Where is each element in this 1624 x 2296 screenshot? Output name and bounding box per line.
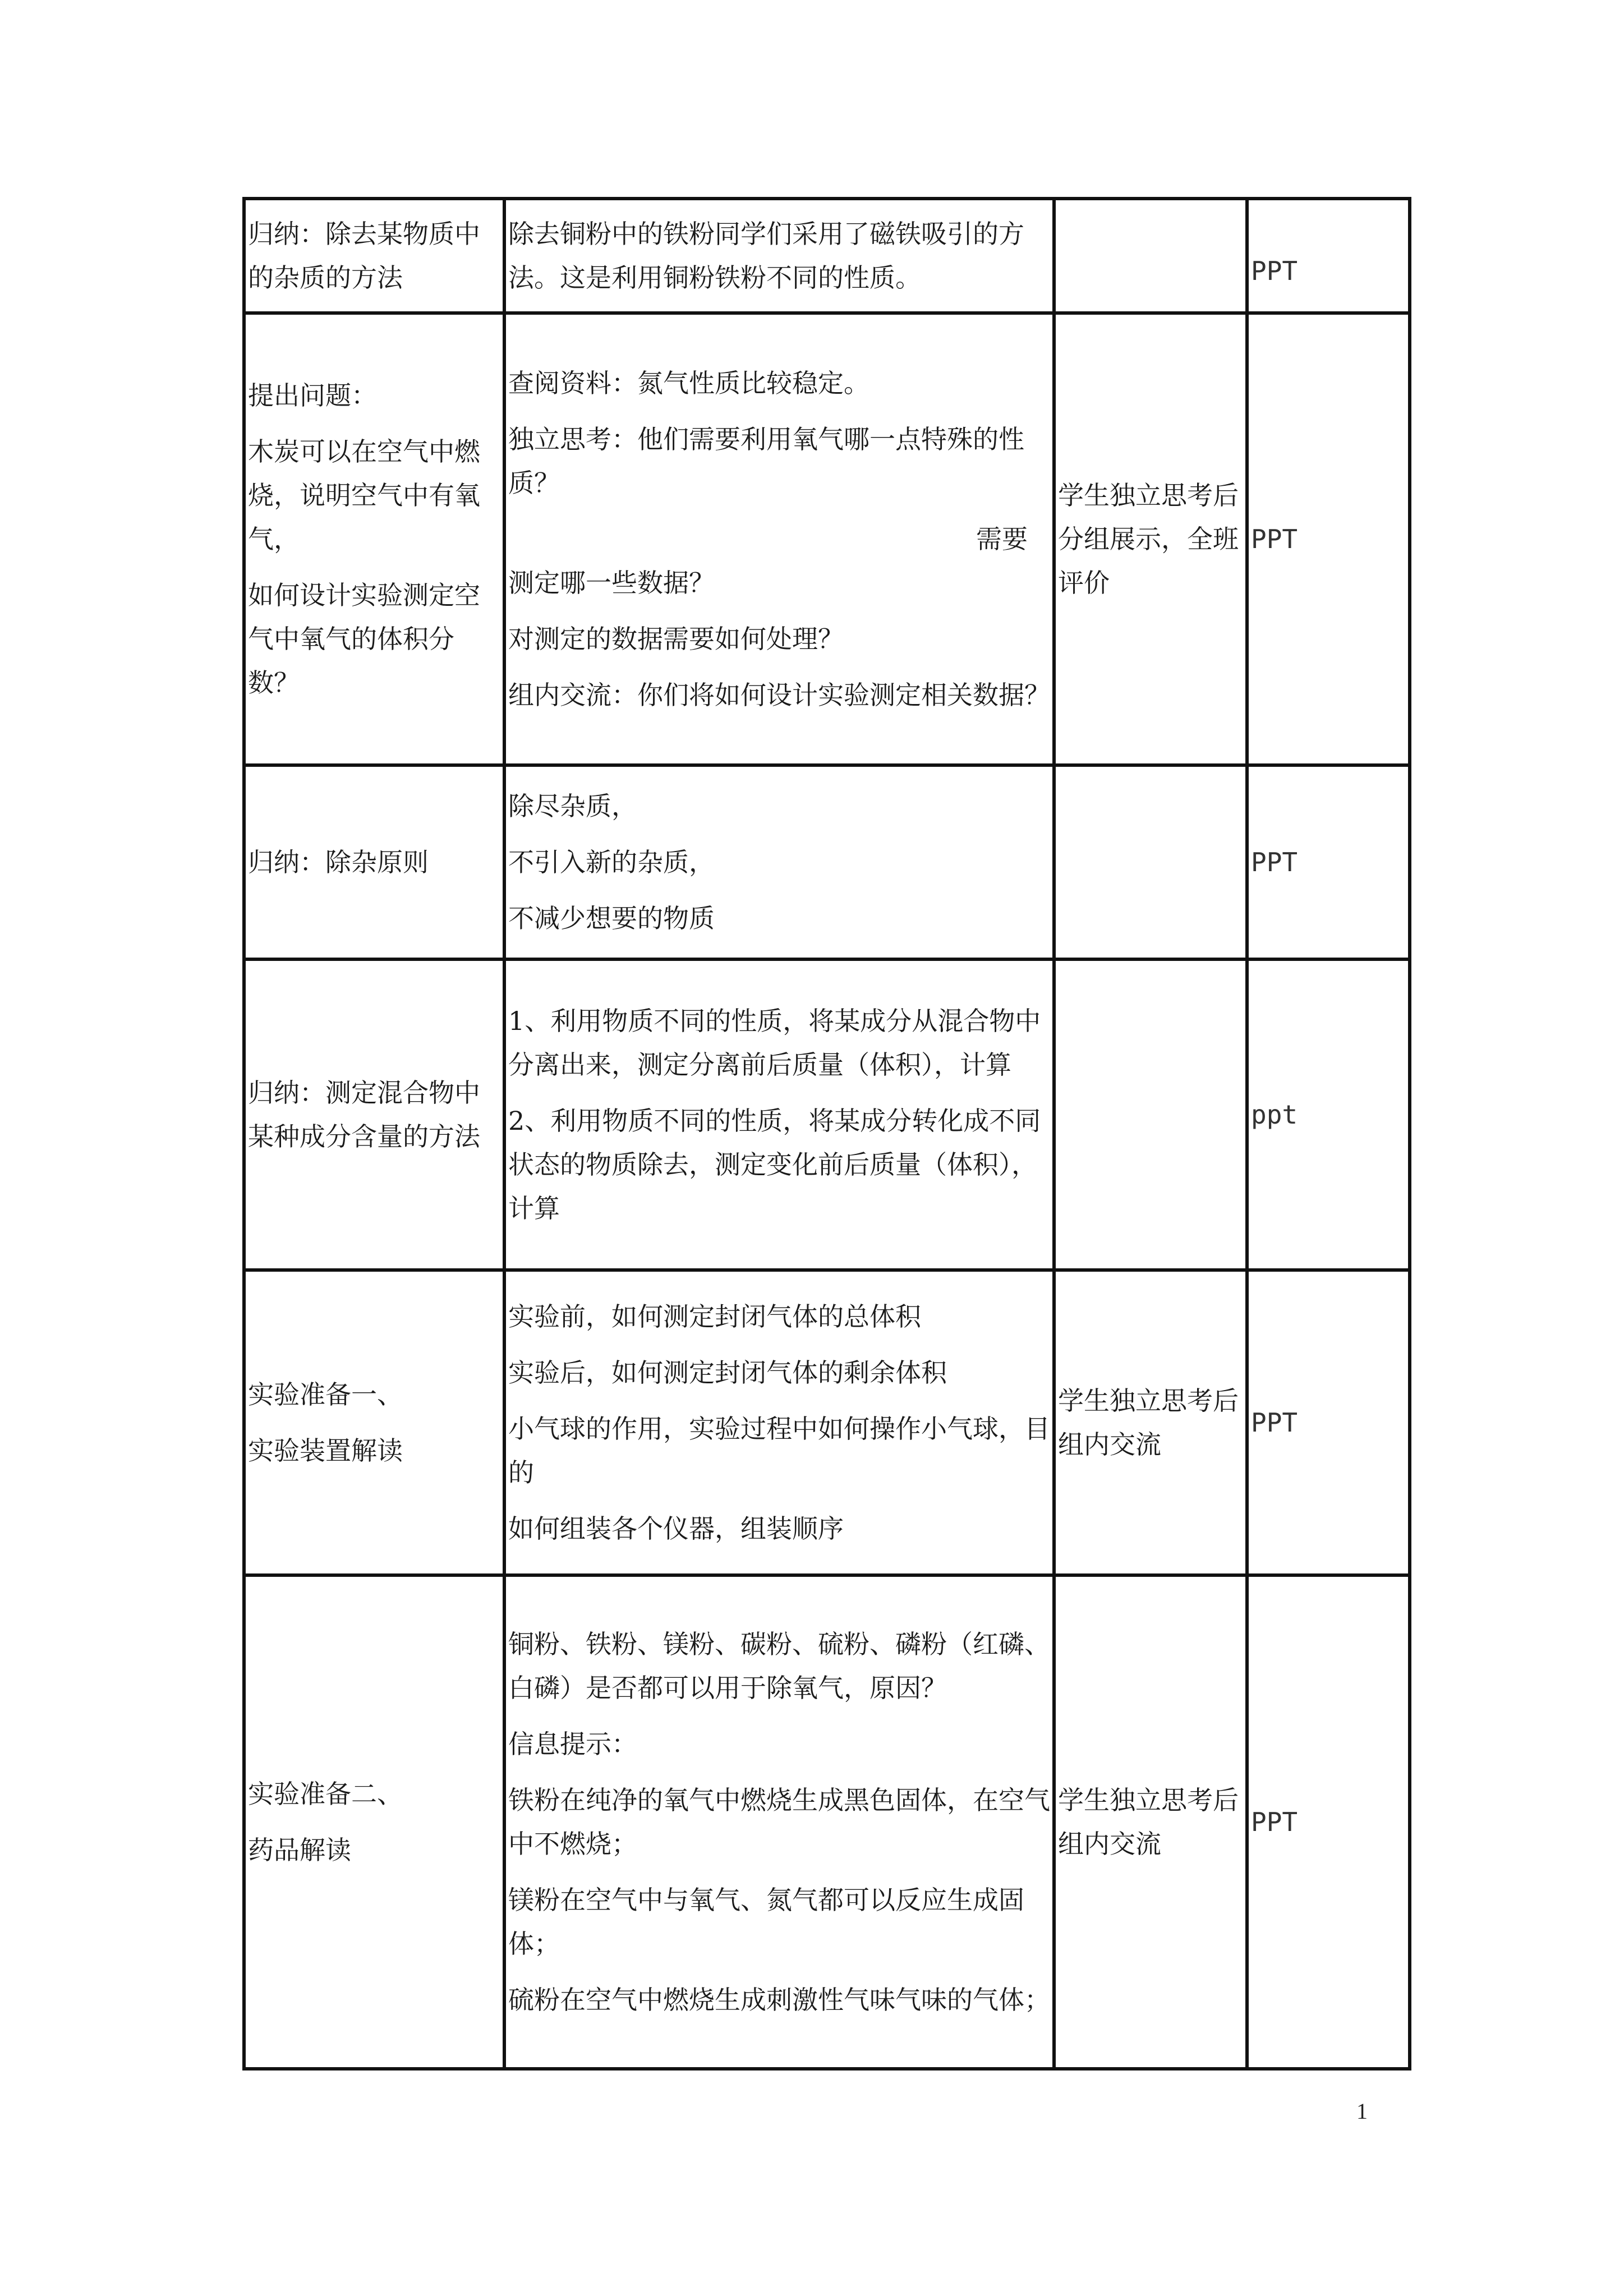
cell-text: 测定哪一些数据？	[508, 568, 715, 598]
content-cell	[504, 959, 1054, 1270]
content-cell	[504, 1575, 1054, 2069]
activity-cell	[1054, 1575, 1247, 2069]
cell-text: 2、利用物质不同的性质，将某成分转化成不同状态的物质除去，测定变化前后质量（体积），计算	[508, 1106, 1041, 1223]
step-cell	[244, 199, 504, 313]
cell-text: 小气球的作用，实验过程中如何操作小气球，目的	[508, 1414, 1050, 1488]
cell-text: 提出问题：	[248, 380, 377, 411]
cell-text: 实验准备二、	[248, 1779, 403, 1809]
table-row	[244, 765, 1410, 959]
cell-text: 木炭可以在空气中燃烧，说明空气中有氧气，	[248, 436, 480, 554]
cell-text: 除尽杂质，	[508, 791, 637, 821]
media-cell: PPT	[1247, 199, 1410, 313]
activity-cell	[1054, 313, 1247, 765]
cell-text: 1、利用物质不同的性质，将某成分从混合物中分离出来，测定分离前后质量（体积），计算	[508, 1006, 1041, 1080]
cell-text: 查阅资料：氮气性质比较稳定。	[508, 368, 869, 398]
step-cell	[244, 765, 504, 959]
cell-text: 镁粉在空气中与氧气、氮气都可以反应生成固体；	[508, 1885, 1024, 1959]
cell-text: 归纳：除去某物质中的杂质的方法	[248, 219, 480, 293]
step-cell	[244, 1575, 504, 2069]
media-cell: PPT	[1247, 1270, 1410, 1575]
cell-text: 独立思考：他们需要利用氧气哪一点特殊的性质？	[508, 424, 1024, 498]
cell-text: 铁粉在纯净的氧气中燃烧生成黑色固体，在空气中不燃烧；	[508, 1785, 1050, 1859]
media-cell: PPT	[1247, 765, 1410, 959]
step-cell	[244, 313, 504, 765]
activity-cell	[1054, 199, 1247, 313]
cell-text: 硫粉在空气中燃烧生成刺激性气味气味的气体；	[508, 1985, 1050, 2015]
cell-text: 除去铜粉中的铁粉同学们采用了磁铁吸引的方法。这是利用铜粉铁粉不同的性质。	[508, 219, 1024, 293]
content-cell	[504, 313, 1054, 765]
media-cell: PPT	[1247, 313, 1410, 765]
cell-text: 学生独立思考后分组展示，全班评价	[1058, 480, 1239, 598]
activity-cell	[1054, 765, 1247, 959]
step-cell	[244, 1270, 504, 1575]
cell-text: 组内交流：你们将如何设计实验测定相关数据？	[508, 680, 1050, 710]
media-cell: PPT	[1247, 1575, 1410, 2069]
cell-text: 实验后，如何测定封闭气体的剩余体积	[508, 1358, 947, 1388]
cell-text: 学生独立思考后组内交流	[1058, 1785, 1239, 1859]
content-cell	[504, 199, 1054, 313]
activity-cell	[1054, 1270, 1247, 1575]
cell-text: 对测定的数据需要如何处理？	[508, 624, 844, 654]
cell-text: 信息提示：	[508, 1729, 637, 1759]
step-cell	[244, 959, 504, 1270]
cell-text: 归纳：测定混合物中某种成分含量的方法	[248, 1078, 480, 1152]
cell-text: 学生独立思考后组内交流	[1058, 1386, 1239, 1460]
activity-cell	[1054, 959, 1247, 1270]
cell-text: 实验准备一、	[248, 1379, 403, 1410]
cell-text: 不引入新的杂质，	[508, 847, 715, 877]
table-row	[244, 313, 1410, 765]
cell-text: 铜粉、铁粉、镁粉、碳粉、硫粉、磷粉（红磷、白磷）是否都可以用于除氧气，原因？	[508, 1629, 1050, 1703]
table-row	[244, 959, 1410, 1270]
cell-text: 如何组装各个仪器，组装顺序	[508, 1513, 844, 1544]
cell-text: 药品解读	[248, 1835, 351, 1865]
table-row	[244, 1270, 1410, 1575]
cell-text: 需要	[976, 524, 1028, 554]
cell-text: 不减少想要的物质	[508, 903, 715, 933]
media-cell: ppt	[1247, 959, 1410, 1270]
lesson-plan-table	[242, 197, 1411, 2070]
cell-text: 归纳：除杂原则	[248, 847, 429, 877]
content-cell	[504, 1270, 1054, 1575]
page-number: 1	[1356, 2099, 1368, 2124]
cell-text: 如何设计实验测定空气中氧气的体积分数？	[248, 580, 480, 698]
content-cell	[504, 765, 1054, 959]
cell-text: 实验前，如何测定封闭气体的总体积	[508, 1301, 921, 1332]
cell-text: 实验装置解读	[248, 1435, 403, 1466]
table-row	[244, 1575, 1410, 2069]
table-row	[244, 199, 1410, 313]
